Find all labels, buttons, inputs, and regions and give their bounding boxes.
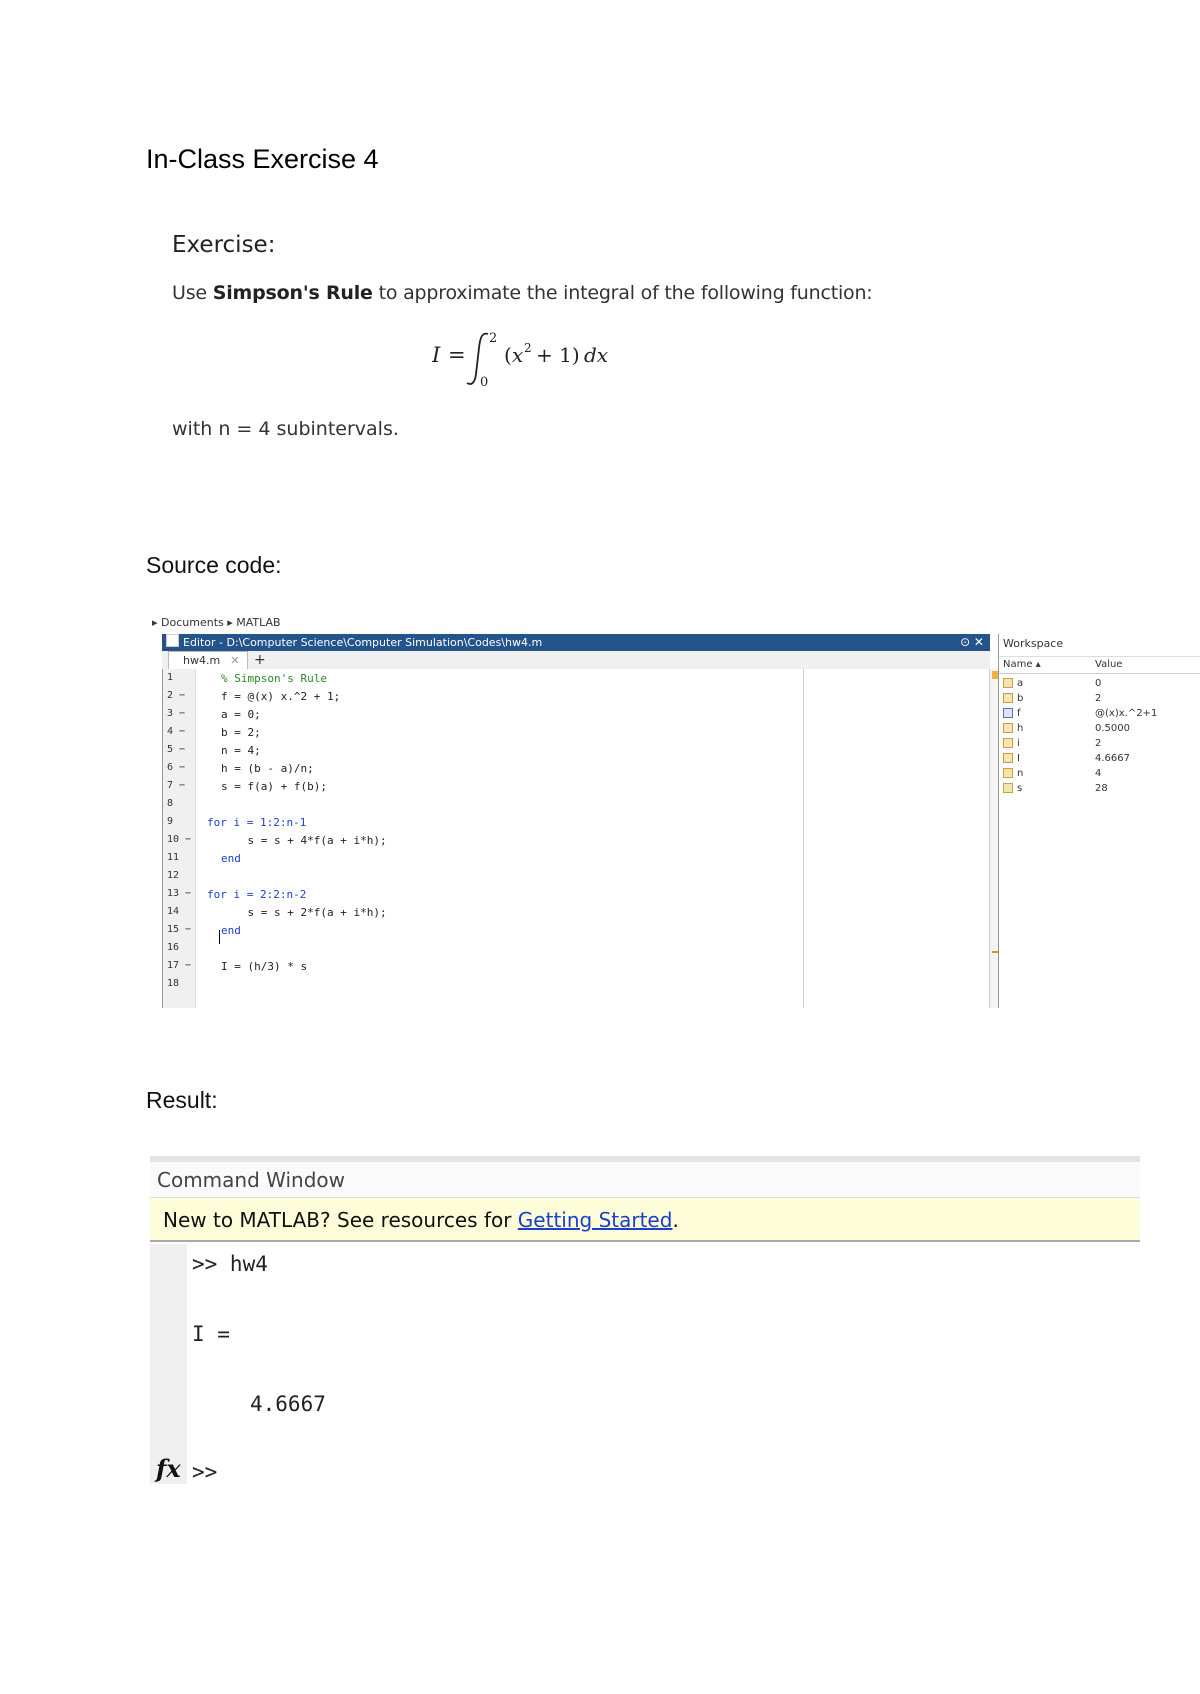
variable-icon xyxy=(1003,738,1013,748)
line-number: 1 xyxy=(167,672,174,683)
exercise-text: Use Simpson's Rule to approximate the integral of the following function: xyxy=(172,282,873,304)
right-margin-line xyxy=(803,669,804,1008)
code-line: for i = 1:2:n-1 xyxy=(207,816,307,829)
output-value: 4.6667 xyxy=(250,1392,326,1416)
code-line: s = s + 4*f(a + i*h); xyxy=(221,834,387,847)
add-tab-button[interactable]: + xyxy=(254,652,266,668)
variable-icon xyxy=(1003,693,1013,703)
code-line: a = 0; xyxy=(221,708,261,721)
svg-text:2: 2 xyxy=(524,341,532,355)
source-code-label: Source code: xyxy=(146,552,282,578)
line-number: 16 xyxy=(167,942,180,953)
variable-icon xyxy=(1003,723,1013,733)
code-line: s = s + 2*f(a + i*h); xyxy=(221,906,387,919)
line-number: 7 − xyxy=(167,780,186,791)
editor-icon xyxy=(166,634,179,647)
svg-text:dx: dx xyxy=(584,343,609,367)
variable-icon xyxy=(1003,768,1013,778)
subintervals-text: with n = 4 subintervals. xyxy=(172,418,399,440)
workspace-row[interactable]: a 0 xyxy=(999,676,1200,692)
line-number: 2 − xyxy=(167,690,186,701)
column-value-header[interactable]: Value xyxy=(1095,659,1123,670)
workspace-row[interactable]: s 28 xyxy=(999,781,1200,797)
integral-formula-graphic xyxy=(432,328,632,390)
svg-text:0: 0 xyxy=(480,375,489,390)
editor-tabs xyxy=(162,651,990,670)
editor-title-bar xyxy=(162,634,990,651)
line-number: 13 − xyxy=(167,888,192,899)
editor-window-controls[interactable]: ⊙ ✕ xyxy=(960,635,984,649)
code-line: n = 4; xyxy=(221,744,261,757)
code-line: for i = 2:2:n-2 xyxy=(207,888,307,901)
workspace-header xyxy=(999,656,1200,674)
code-line: end xyxy=(221,852,241,865)
svg-text:=: = xyxy=(448,343,466,367)
workspace-row[interactable]: n 4 xyxy=(999,766,1200,782)
line-number: 10 − xyxy=(167,834,192,845)
code-line: h = (b - a)/n; xyxy=(221,762,314,775)
workspace-row[interactable]: f @(x)x.^2+1 xyxy=(999,706,1200,722)
function-handle-icon xyxy=(1003,708,1013,718)
tab-hw4[interactable]: hw4.m ✕ xyxy=(168,651,248,669)
line-number: 15 − xyxy=(167,924,192,935)
variable-icon xyxy=(1003,678,1013,688)
code-line: f = @(x) x.^2 + 1; xyxy=(221,690,341,703)
code-line: b = 2; xyxy=(221,726,261,739)
fx-icon[interactable]: fx xyxy=(156,1454,181,1483)
workspace-panel xyxy=(998,634,1200,1008)
command-window xyxy=(150,1156,1140,1484)
svg-text:2: 2 xyxy=(489,331,498,346)
svg-text:+ 1): + 1) xyxy=(536,343,580,367)
text-cursor xyxy=(219,930,220,944)
line-number: 8 xyxy=(167,798,174,809)
workspace-title: Workspace xyxy=(1003,637,1064,650)
workspace-row[interactable]: b 2 xyxy=(999,691,1200,707)
close-icon[interactable]: ✕ xyxy=(230,654,240,667)
line-number: 5 − xyxy=(167,744,186,755)
line-number: 9 xyxy=(167,816,174,827)
line-number: 4 − xyxy=(167,726,186,737)
page-title: In-Class Exercise 4 xyxy=(146,144,379,174)
command-window-title: Command Window xyxy=(150,1162,1140,1198)
svg-text:x: x xyxy=(512,343,524,367)
code-area[interactable] xyxy=(162,669,991,1008)
exercise-heading: Exercise: xyxy=(172,232,276,258)
matlab-editor-screenshot xyxy=(148,612,1200,1008)
variable-icon xyxy=(1003,783,1013,793)
info-banner: New to MATLAB? See resources for Getting Started. xyxy=(150,1198,1140,1242)
method-name: Simpson's Rule xyxy=(212,282,373,304)
line-number: 18 xyxy=(167,978,180,989)
line-number: 12 xyxy=(167,870,180,881)
line-number: 3 − xyxy=(167,708,186,719)
command-input-line: >> hw4 xyxy=(192,1252,268,1276)
column-name-header[interactable]: Name ▴ xyxy=(1003,659,1041,670)
svg-text:(: ( xyxy=(504,343,512,367)
line-number: 6 − xyxy=(167,762,186,773)
workspace-row[interactable]: i 2 xyxy=(999,736,1200,752)
workspace-row[interactable]: I 4.6667 xyxy=(999,751,1200,767)
variable-icon xyxy=(1003,753,1013,763)
getting-started-link[interactable]: Getting Started xyxy=(517,1208,673,1232)
command-gutter xyxy=(150,1244,187,1484)
code-line: end xyxy=(221,924,241,937)
code-line: % Simpson's Rule xyxy=(221,672,327,685)
code-line: s = f(a) + f(b); xyxy=(221,780,327,793)
line-number: 14 xyxy=(167,906,180,917)
breadcrumb[interactable]: ▸ Documents ▸ MATLAB xyxy=(152,616,281,629)
command-prompt[interactable]: >> xyxy=(192,1460,218,1484)
integral-formula xyxy=(432,328,632,390)
workspace-row[interactable]: h 0.5000 xyxy=(999,721,1200,737)
svg-text:I: I xyxy=(432,343,441,367)
output-variable: I = xyxy=(192,1322,230,1346)
editor-title: Editor - D:\Computer Science\Computer Simulation\Codes\hw4.m xyxy=(183,636,543,649)
line-number-gutter xyxy=(163,669,196,1008)
code-line: I = (h/3) * s xyxy=(221,960,308,973)
result-label: Result: xyxy=(146,1087,218,1113)
line-number: 11 xyxy=(167,852,180,863)
line-number: 17 − xyxy=(167,960,192,971)
